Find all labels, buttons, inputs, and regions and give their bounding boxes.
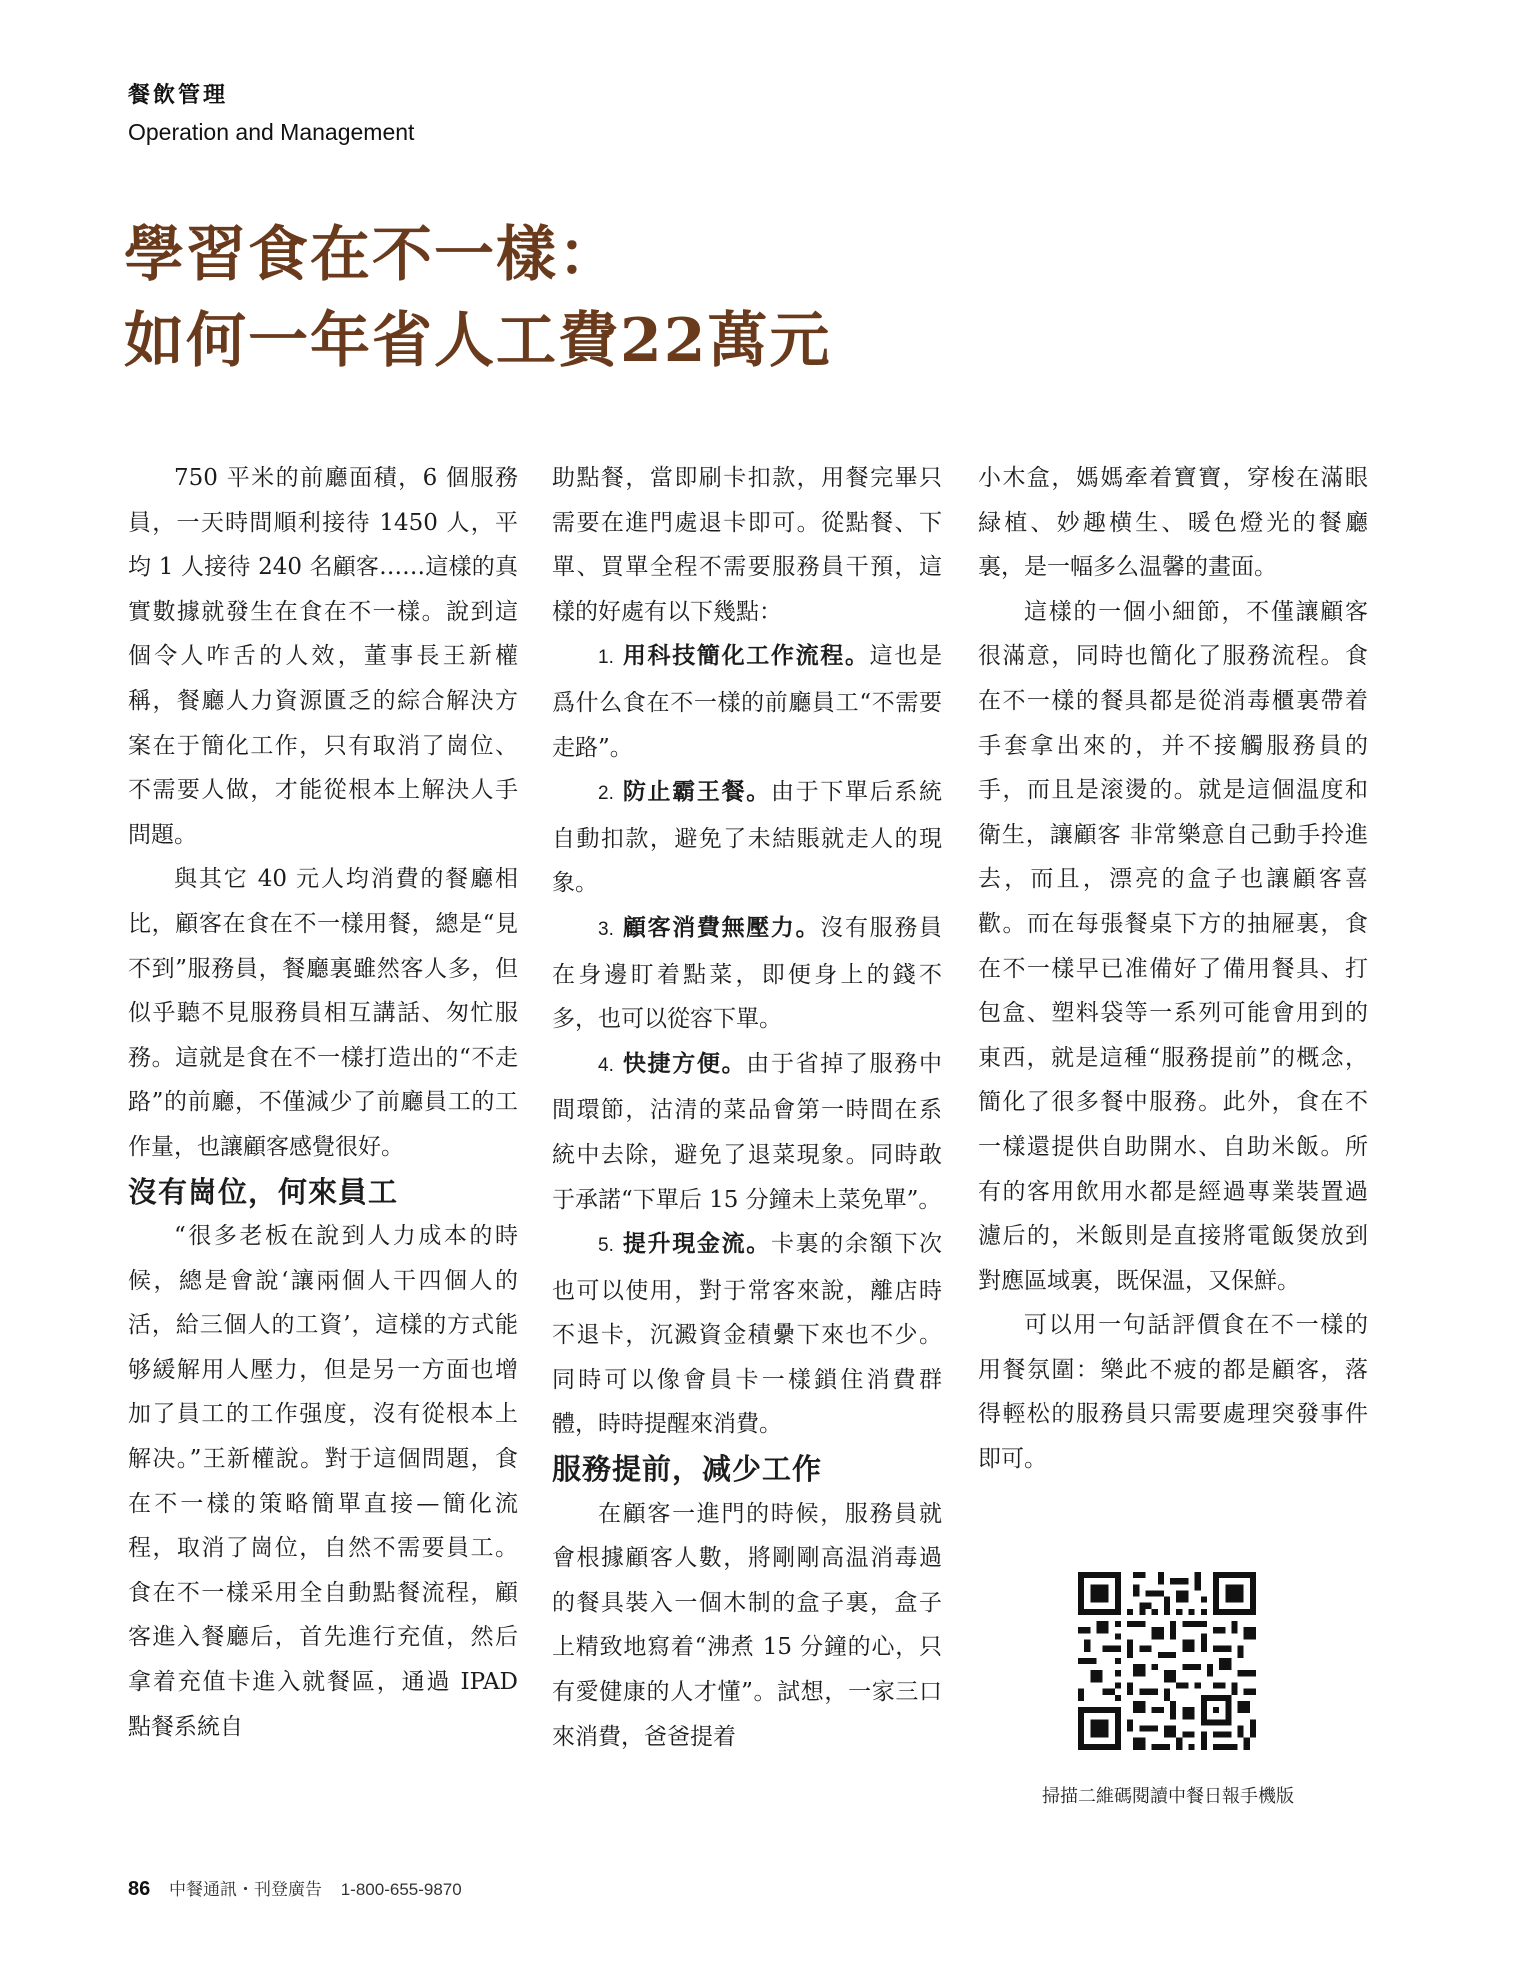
section-header — [128, 78, 414, 146]
title-line-2: 如何一年省人工費22萬元 — [124, 306, 832, 376]
list-item-title: 顧客消費無壓力。 — [622, 914, 821, 941]
article-column-2 — [552, 456, 942, 1759]
paragraph: 可以用一句話評價食在不一樣的用餐氛圍：樂此不疲的都是顧客，落得輕松的服務員只需要處理突發事件即可。 — [978, 1312, 1368, 1473]
subheading: 沒有崗位，何來員工 — [128, 1174, 399, 1209]
list-item-title: 防止霸王餐。 — [622, 779, 771, 806]
list-item — [552, 906, 942, 1042]
title-line-1: 學習食在不一樣： — [124, 220, 620, 290]
paragraph: 750 平米的前廳面積，6 個服務員，一天時間順利接待 1450 人，平均 1 人接待 240 名顧客……這樣的真實數據就發生在食在不一樣。說到這個令人咋舌的人效，董事長王新權稱，餐廳人力資源匱乏的綜合解決方案在于簡化工作，只有取消了崗位、不需要人做，才能從根本上解決人手問題。 — [128, 465, 518, 848]
article-title — [124, 212, 832, 384]
article-column-1 — [128, 456, 518, 1749]
paragraph: 助點餐，當即刷卡扣款，用餐完畢只需要在進門處退卡即可。從點餐、下單、買單全程不需要服務員干預，這樣的好處有以下幾點： — [552, 465, 942, 625]
list-item-title: 提升現金流。 — [622, 1231, 771, 1258]
list-item — [552, 770, 942, 906]
list-item-text: 這也是爲什么食在不一樣的前廳員工“不需要走路”。 — [552, 643, 943, 761]
list-number: 3. — [598, 918, 614, 940]
paragraph: 小木盒，媽媽牽着寶寶，穿梭在滿眼緑植、妙趣横生、暖色燈光的餐廳裏，是一幅多么温馨的畫面。 — [978, 465, 1368, 581]
page-footer — [128, 1875, 462, 1901]
list-item-text: 由于下單后系統自動扣款，避免了未結賬就走人的現象。 — [552, 779, 943, 897]
list-number: 5. — [598, 1235, 614, 1257]
list-number: 1. — [598, 647, 614, 669]
paragraph: 在顧客一進門的時候，服務員就會根據顧客人數，將剛剛高温消毒過的餐具裝入一個木制的盒子裏，盒子上精致地寫着“沸煮 15 分鐘的心，只有愛健康的人才懂”。試想，一家三口來消費，爸爸提着 — [552, 1500, 942, 1750]
list-number: 2. — [598, 783, 614, 805]
list-item-text: 由于省掉了服務中間環節，沽清的菜品會第一時間在系統中去除，避免了退菜現象。同時敢于承諾“下單后 15 分鐘未上菜免單”。 — [552, 1050, 943, 1213]
advertising-phone: 1-800-655-9870 — [340, 1880, 462, 1899]
section-label-zh: 餐飲管理 — [128, 83, 229, 108]
list-item — [552, 634, 942, 770]
publication-name: 中餐通訊・刊登廣告 — [168, 1880, 322, 1900]
qr-code[interactable] — [1078, 1572, 1256, 1750]
paragraph: 這樣的一個小細節，不僅讓顧客很滿意，同時也簡化了服務流程。食在不一樣的餐具都是從消毒櫃裏帶着手套拿出來的，并不接觸服務員的手，而且是滚燙的。就是這個温度和衛生，讓顧客 非常樂意自己動手拎進去，而且，漂亮的盒子也讓顧客喜歡。而在每張餐桌下方的抽屜裏，食在不一樣早已准備好了備用餐具、打包盒、塑料袋等一系列可能會用到的東西，就是這種“服務提前”的概念，簡化了很多餐中服務。此外，食在不一樣還提供自助開水、自助米飯。所有的客用飲用水都是經過專業裝置過濾后的，米飯則是直接將電飯煲放到對應區域裏，既保温，又保鮮。 — [978, 598, 1368, 1294]
article-column-3 — [978, 456, 1368, 1482]
page-number: 86 — [128, 1878, 151, 1900]
list-item-title: 用科技簡化工作流程。 — [622, 643, 870, 670]
paragraph: “很多老板在說到人力成本的時候，總是會說‘讓兩個人干四個人的活，給三個人的工資’，這樣的方式能够緩解用人壓力，但是另一方面也增加了員工的工作强度，沒有從根本上解决。”王新權說。對于這個問題，食在不一樣的策略簡單直接—簡化流程，取消了崗位，自然不需要員工。食在不一樣采用全自動點餐流程，顧客進入餐廳后，首先進行充值，然后拿着充值卡進入就餐區，通過 IPAD 點餐系統自 — [128, 1223, 518, 1740]
subheading: 服務提前，减少工作 — [552, 1452, 823, 1487]
list-item — [552, 1222, 942, 1447]
list-item-title: 快捷方便。 — [622, 1050, 747, 1077]
section-label-en: Operation and Management — [128, 119, 415, 145]
list-number: 4. — [598, 1054, 614, 1076]
list-item — [552, 1042, 942, 1222]
paragraph: 與其它 40 元人均消費的餐廳相比，顧客在食在不一樣用餐，總是“見不到”服務員，餐廳裏雖然客人多，但似乎聽不見服務員相互講話、匆忙服務。這就是食在不一樣打造出的“不走路”的前廳，不僅減少了前廳員工的工作量，也讓顧客感覺很好。 — [128, 866, 518, 1160]
list-item-text: 沒有服務員在身邊盯着點菜，即便身上的錢不多，也可以從容下單。 — [552, 914, 943, 1033]
list-item-text: 卡裏的余額下次也可以使用，對于常客來說，離店時不退卡，沉澱資金積纍下來也不少。同時可以像會員卡一樣鎖住消費群體，時時提醒來消費。 — [552, 1231, 943, 1438]
qr-caption: 掃描二維碼閱讀中餐日報手機版 — [1042, 1786, 1294, 1807]
